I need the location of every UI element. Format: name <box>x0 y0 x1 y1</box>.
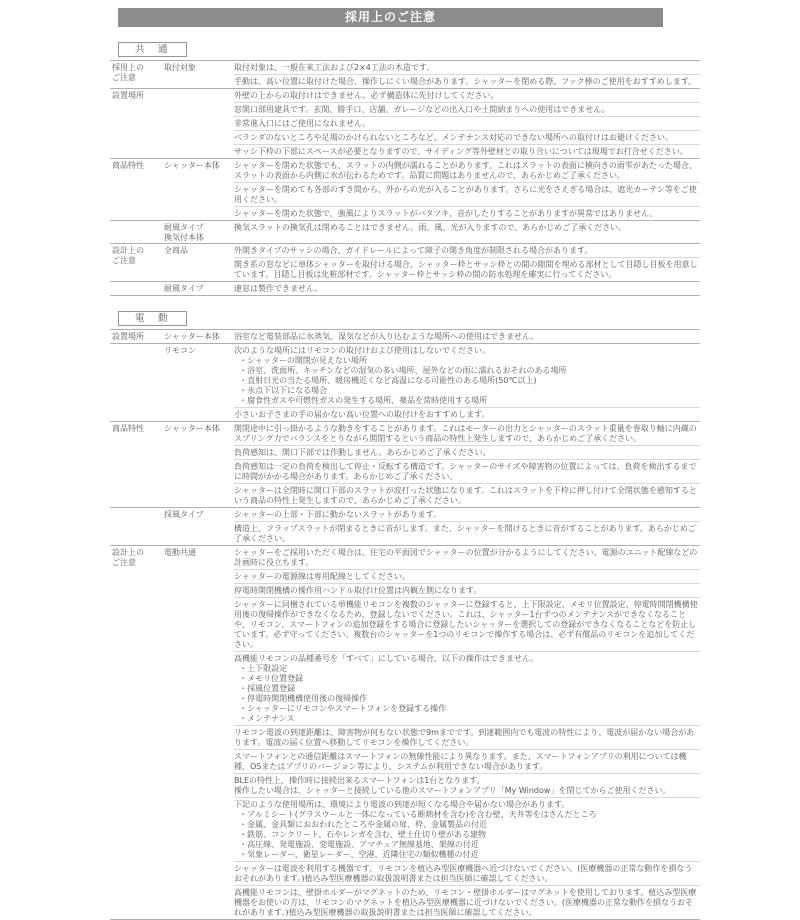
section-table <box>110 329 700 920</box>
table-row-text: シャッターの上部・下部に動かないスラットがあります。 <box>234 509 442 519</box>
table-row-text: 停電時開閉機構の操作用ハンドル取付け位置は内観左側になります。 <box>234 583 700 597</box>
table-row-text: シャッターを閉めても各部のすき間から、外からの光が入ることがあります。さらに光をさえぎる場合は、遮光カーテン等をご使用ください。 <box>234 182 700 206</box>
table-row-text: 次のような場所にはリモコンの取付けおよび使用はしないでください。 ・シャッターの開閉が見えない場所 ・浴室、洗面所、キッチンなどの湿気の多い場所、屋外などの雨に濡れるおそれのある場所 ・直射日光の当たる場所、暖房機近くなど高温になる可能性のある場所(50℃以上) ・氷点下以下になる場合 ・腐食性ガスや可燃性ガスの発生する場所、薬品を常時使用する場所 <box>234 345 567 405</box>
table-group <box>110 507 700 545</box>
table-row-text: リモコン電波の到達距離は、障害物が何もない状態で9mまでです。到達範囲内でも電波の特性により、電波が届かない場合があります。電波の届く位置へ移動してリモコンを操作してください。 <box>234 725 700 749</box>
group-category-label <box>110 508 162 545</box>
table-row-text: ベランダのないところや足場のかけられないところなど、メンテナンス対応のできない場所への取付けはお避けください。 <box>234 130 700 144</box>
table-row-text: シャッターを閉めた状態で、強風によりスラットがバタツキ、音がしたりすることがありますが異常ではありません。 <box>234 206 700 220</box>
table-row-text: BLEの特性上、操作時に接続出来るスマートフォンは1台となります。 操作したい場合は、シャッターと接続している他のスマートフォンアプリ「My Window」を閉じてからご使用ください。 <box>234 773 700 797</box>
section-heading: 電 動 <box>118 311 187 326</box>
table-row-text: シャッターの電源線は専用配線としてください。 <box>234 569 700 583</box>
table-group <box>110 243 700 281</box>
table-row-text: 高機能リモコンは、壁掛ホルダーがマグネットのため、リモコン・壁掛ホルダーはマグネットを使用しております。植込み型医療機器をお使いの方は、リモコンのマグネットを植込み型医療機器に近づけないでください。(医療機器の正常な動作を損なうおそれがあります。)植込み型医療機器の取扱説明書または担当医師に確認してください。 <box>234 885 700 919</box>
group-category-label: 設計上の ご注意 <box>112 246 144 265</box>
table-row-text: 小さいお子さまの手の届かない高い位置への取付けをおすすめします。 <box>234 407 700 421</box>
group-subcategory-label: 採風タイプ <box>164 510 204 519</box>
group-subcategory-label: シャッター本体 <box>164 424 220 433</box>
table-group <box>110 545 700 919</box>
group-category-label <box>110 344 162 421</box>
group-items <box>234 89 700 158</box>
table-row-text: シャッターをご採用いただく場合は、住宅の平面図でシャッターの位置が分かるようにしてください。電源のユニット配線などの計画時に役立ちます。 <box>234 547 698 567</box>
document-page <box>0 8 800 917</box>
table-row-text: 換気スラットの換気孔は閉めることはできません。雨、風、光が入りますので、あらかじめご了承ください。 <box>234 222 627 232</box>
table-row-text: 連窓は製作できません。 <box>234 283 323 293</box>
table-row-text: 高機能リモコンの品種番号を「すべて」にしている場合、以下の操作はできません。 ・上下限設定 ・メモリ位置登録 ・採風位置登録 ・停電時開閉機構使用後の復帰操作 ・シャッターにリモコンやスマートフォンを登録する操作 ・メンテナンス <box>234 651 700 725</box>
table-row-text: 非常進入口にはご使用になれません。 <box>234 116 700 130</box>
group-subcategory-label: 耐風タイプ <box>164 284 204 293</box>
group-items <box>234 61 700 88</box>
group-subcategory-label: 耐風タイプ 換気付本体 <box>164 223 204 242</box>
group-category-label: 商品特性 <box>112 424 144 433</box>
table-group <box>110 60 700 88</box>
group-subcategory-label: リモコン <box>164 346 196 355</box>
table-group <box>110 329 700 343</box>
notice-section <box>110 27 700 296</box>
table-group <box>110 158 700 220</box>
group-items <box>234 546 700 919</box>
group-items <box>234 344 700 421</box>
group-items <box>234 244 700 281</box>
table-group <box>110 421 700 507</box>
group-category-label: 設置場所 <box>112 91 144 100</box>
table-row-text: 負荷感知は、開口下部では作動しません。あらかじめご了承ください。 <box>234 445 700 459</box>
table-row-text: シャッターは電波を利用する機器です。リモコンを植込み型医療機器へ近づけないでください。(医療機器の正常な動作を損なうおそれがあります。)植込み型医療機器の取扱説明書または担当医師に確認してください。 <box>234 861 700 885</box>
group-subcategory-label: 取付対象 <box>164 63 196 72</box>
table-row-text: 開閉途中に引っ掛かるような動きをすることがあります。これはモーターの出力とシャッターのスラット重量を巻取り軸に内蔵のスプリング力でバランスをとりながら開閉するという商品の特性上発生しますので、あらかじめご了承ください。 <box>234 423 697 443</box>
group-items <box>234 330 700 343</box>
group-items <box>234 282 700 295</box>
group-category-label: 商品特性 <box>112 161 144 170</box>
table-row-text: スマートフォンとの通信距離はスマートフォンの無線性能により異なります。また、スマートフォンアプリの利用については機種、OSまたはアプリのバージョン等により、システムが利用できない場合があります。 <box>234 749 700 773</box>
table-row-text: 取付対象は、一般在来工法および2×4工法の木造です。 <box>234 62 435 72</box>
group-category-label <box>110 282 162 295</box>
table-row-text: 開き系の窓などに単体シャッターを取付ける場合、シャッター枠とサッシ枠との間の隙間を埋める部材として目隠し目板を用意しています。目隠し目板は化粧部材です。シャッター枠とサッシ枠の間の防水処理を確実に行ってください。 <box>234 257 700 281</box>
table-row-text: 外開きタイプのサッシの場合、ガイドレールによって障子の開き角度が制限される場合があります。 <box>234 245 593 255</box>
table-row-text: 下記のような使用場所は、環境により電波の到達が短くなる場合や届かない場合があります。 ・アルミシート(グラスウールと一体になっている断熱材を含む)を含む壁、天井等をはさんだところ ・金属、金具類におおわれたところや金属の扉、枠、金属製品の付近 ・鉄筋、コンクリート、石やレンガを含む、壁土仕切り壁がある建物 ・高圧線、発電施設、変電施設、アマチュア無線基地、架線の付近 ・気象レーダー、衛星レーダー、空港、近隣住宅の類似機種の付近 <box>234 797 700 861</box>
table-row-text: シャッターに同梱されている単機能リモコンを複数のシャッターに登録すると、上下限設定、メモリ位置設定、停電時開閉機構使用後の復帰操作ができなくなるため、登録しないでください。これは、シャッター1台ずつのメンテナンスができなくなることや、リモコン、スマートフォンの追加登録をする場合に登録したいシャッターを選択しての登録ができなくなることなどを防止しています。必ず守ってください。複数台のシャッターを1つのリモコンで操作する場合は、必ず有償品のリモコンを追加してください。 <box>234 597 700 651</box>
table-row-text: シャッターを閉めた状態でも、スラットの内側が濡れることがあります。これはスラットの表面に横向きの雨雫があたった場合、スラットの表面から内側に水が伝わるためです。品質に問題はありませんので、あらかじめご了承ください。 <box>234 160 697 180</box>
table-row-text: 負荷感知は一定の負荷を検出して停止・反転する構造です。シャッターのサイズや障害物の位置によっては、負荷を検出するまでに時間がかかる場合があります。あらかじめご了承ください。 <box>234 459 700 483</box>
group-items <box>234 159 700 220</box>
group-items <box>234 508 700 545</box>
table-row-text: 窓開口部用建具です。玄関、勝手口、店舗、ガレージなどの出入口や土間納まりへの使用はできません。 <box>234 102 700 116</box>
section-heading: 共 通 <box>118 42 187 57</box>
section-table <box>110 60 700 296</box>
group-category-label: 設計上の ご注意 <box>112 548 144 567</box>
group-subcategory-label: シャッター本体 <box>164 161 220 170</box>
group-subcategory-label: 電動共通 <box>164 548 196 557</box>
table-group <box>110 220 700 243</box>
page-title: 採用上のご注意 <box>118 8 663 27</box>
table-group <box>110 343 700 421</box>
table-group <box>110 88 700 158</box>
table-row-text: シャッターは全閉時に開口下部のスラットが波打った状態になります。これはスラットを下枠に押し付けて全閉状態を感知するという商品の特性上発生しますので、あらかじめご了承ください。 <box>234 483 700 507</box>
group-category-label <box>110 221 162 243</box>
table-row-text: 構造上、フラップスラットが閉まるときに音がします。また、シャッターを開けるときに音がすることがあります。あらかじめご了承ください。 <box>234 521 700 545</box>
table-group <box>110 281 700 295</box>
table-row-text: 外壁の上からの取付けはできません。必ず構造体に先付けしてください。 <box>234 90 499 100</box>
group-subcategory-label: シャッター本体 <box>164 332 220 341</box>
group-items <box>234 422 700 507</box>
notice-section <box>110 296 700 920</box>
group-category-label: 設置場所 <box>112 332 144 341</box>
group-subcategory-label: 全商品 <box>164 246 188 255</box>
group-category-label: 採用上の ご注意 <box>112 63 144 82</box>
document-content <box>110 27 700 920</box>
group-items <box>234 221 700 243</box>
group-subcategory-label <box>162 89 234 158</box>
table-row-text: 浴室など電装部品に水蒸気、湿気などが入り込むような場所への使用はできません。 <box>234 331 539 341</box>
table-row-text: 手動は、高い位置に取付けた場合、操作しにくい場合があります。シャッターを閉める際、フック棒のご使用をおすすめします。 <box>234 74 700 88</box>
table-row-text: サッシ下枠の下部にスペースが必要となりますので、サイディング等外壁材との取り合いについては現場でお打合せください。 <box>234 144 700 158</box>
